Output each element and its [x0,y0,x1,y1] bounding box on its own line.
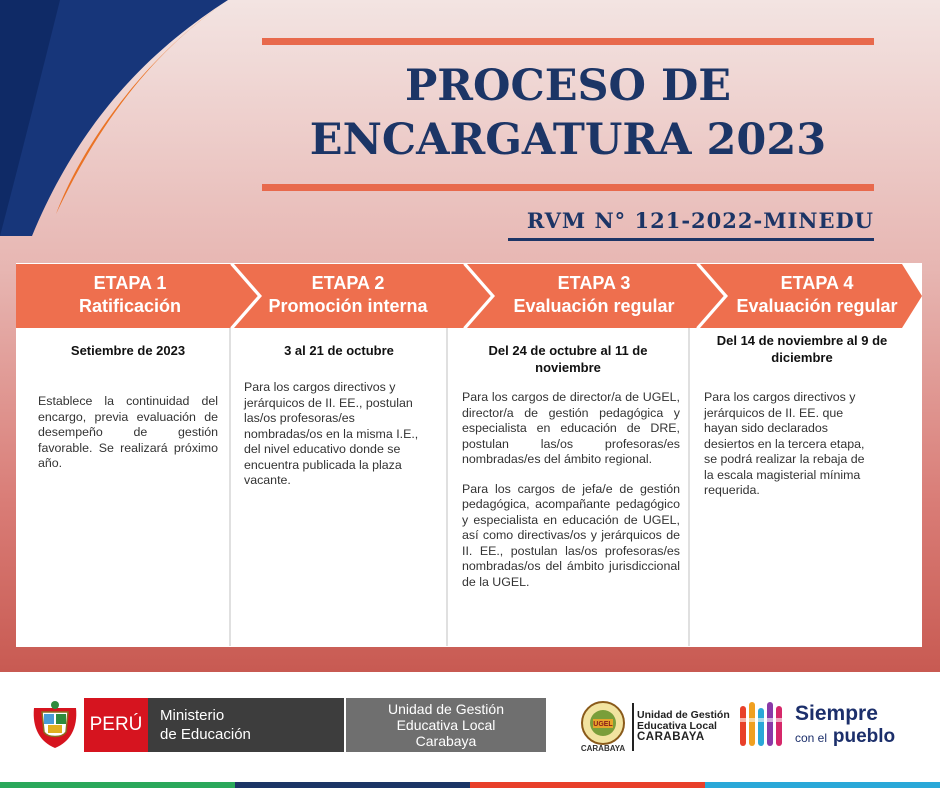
stage-2-paragraph: Para los cargos directivos y jerárquicos de II. EE., postulan las/os profesoras/es nombradas/os en la misma I.E., del nivel educativo donde se encuentra publicada la plaza vacante. [244,380,419,487]
page-title-line1: PROCESO DE [404,61,732,111]
page-title-line2: ENCARGATURA 2023 [309,115,827,165]
stage-4-name: Evaluación regular [736,296,898,316]
stage-4-number: ETAPA 4 [780,273,854,293]
title-top-rule [262,38,874,45]
stage-2-date: 3 al 21 de octubre [284,343,394,358]
slogan-pueblo: pueblo [832,726,896,747]
siempre-con-el-pueblo-logo-icon [738,698,792,752]
stage-3-header [484,272,704,318]
stage-4-header [712,272,922,318]
slogan-line1: Siempre [795,702,878,725]
peru-coat-of-arms-icon [30,698,80,752]
stage-4-date: Del 14 de noviembre al 9 de diciembre [716,333,888,365]
ministerio-label [148,698,344,752]
column-divider [688,328,690,646]
stage-1-paragraph: Establece la continuidad del encargo, previa evaluación de desempeño de gestión favorable. Se realizará próximo año. [38,394,218,470]
stage-3-description [462,390,680,604]
stage-3-paragraph-1: Para los cargos de director/a de UGEL, director/a de gestión pedagógica y especialista en educación de DRE, postulan las/os profesoras/es nombradas/es del ámbito regional. [462,390,680,466]
ministerio-line2: de Educación [160,726,251,743]
column-divider [446,328,448,646]
stage-1-header [30,272,230,318]
stage-2-name: Promoción interna [268,296,428,316]
stage-4-paragraph: Para los cargos directivos y jerárquicos de II. EE. que hayan sido declarados desiertos en la tercera etapa, se podrá realizar la rebaja de la escala magisterial mínima requerida. [704,390,865,497]
stage-1-number: ETAPA 1 [93,273,167,293]
stage-3-name: Evaluación regular [513,296,675,316]
corner-curl-decoration [0,0,230,240]
stage-2-description [244,380,434,503]
stage-3-paragraph-2: Para los cargos de jefa/e de gestión pedagógica, acompañante pedagógico y especialista en educación de UGEL, así como directivas/os y jerárquicos de II. EE., postulan las/os profesoras/es nombradas/os del ámbito jurisdiccional de la UGEL. [462,481,680,589]
ugel-line3: Carabaya [415,733,477,749]
ugel-logo-divider [632,703,634,751]
resolution-subtitle: RVM N° 121-2022-MINEDU [526,208,874,233]
column-divider [229,328,231,646]
ugel-line2: Educativa Local [396,717,496,733]
carabaya-badge-label: CARABAYA [580,744,626,753]
stage-1-name: Ratificación [78,296,182,316]
subtitle-underline [508,238,874,241]
ugel-logo-line1: Unidad de Gestión [637,709,730,721]
ugel-logo-line3: CARABAYA [637,731,705,743]
stage-1-description [38,394,218,486]
stage-2-number: ETAPA 2 [311,273,385,293]
ugel-label-box [346,698,546,752]
ministerio-line1: Ministerio [160,707,225,724]
bottom-color-strip [0,782,940,788]
stage-3-date: Del 24 de octubre al 11 de noviembre [488,343,648,375]
svg-text:UGEL: UGEL [593,721,613,728]
slogan [795,703,895,749]
slogan-con-el: con el [795,731,828,745]
title-bottom-rule [262,184,874,191]
stage-3-number: ETAPA 3 [557,273,631,293]
ugel-logo-text [637,710,730,743]
peru-brand-label: PERÚ [84,698,148,752]
stage-2-header [248,272,448,318]
ugel-line1: Unidad de Gestión [388,701,504,717]
stage-4-description [704,390,876,513]
stage-1-date: Setiembre de 2023 [70,343,186,358]
ugel-logo-line2: Educativa Local [637,720,717,732]
ugel-carabaya-seal-icon [580,700,626,746]
